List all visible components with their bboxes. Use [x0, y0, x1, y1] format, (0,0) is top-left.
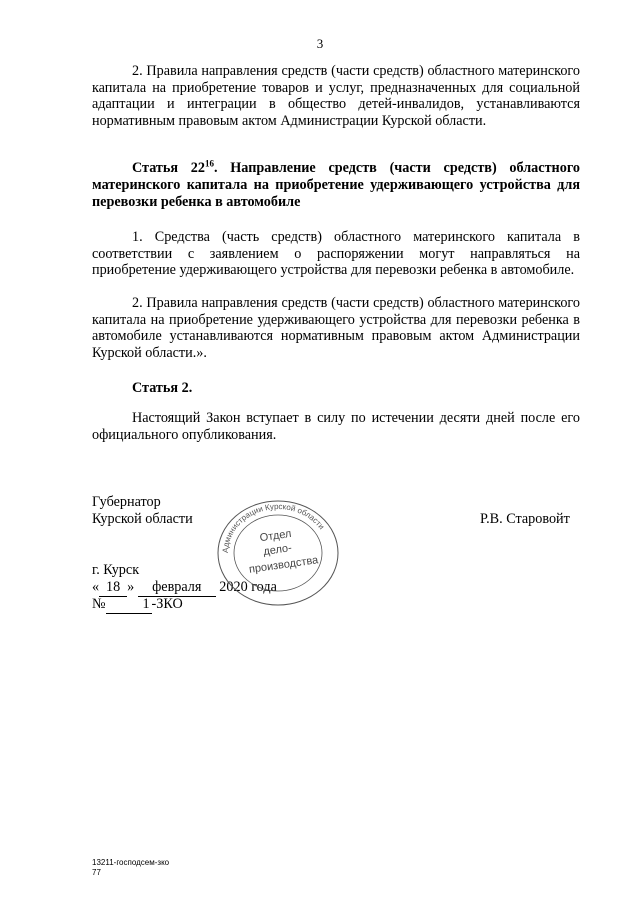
- footer-line-2: 77: [92, 868, 101, 877]
- signer-position-line-2: Курской области: [92, 510, 193, 527]
- stamp-ring-text: Администрации Курской области: [220, 501, 327, 554]
- stamp-center-line-1: Отдел: [258, 527, 293, 545]
- number-prefix: №: [92, 596, 106, 612]
- date-quote-open: «: [92, 579, 100, 595]
- article-22-16-paragraph-1: 1. Средства (часть средств) областного материнского капитала в соответствии с заявлением о распоряжении могут направляться на приобретение удерживающего устройства для перевозки ребенка в автомобиле.: [92, 229, 580, 278]
- date-month: февраля: [138, 579, 216, 597]
- signing-city: г. Курск: [92, 562, 140, 578]
- paragraph-2-top: 2. Правила направления средств (части средств) областного материнского капитала на приобретение товаров и услуг, предназначенных для социальной адаптации и интеграции в общество детей-инвалидов, устанавливаются нормативным правовым актом Администрации Курской области.: [92, 63, 580, 129]
- signer-name: Р.В. Старовойт: [480, 511, 570, 527]
- number-value: 1: [106, 596, 152, 614]
- official-stamp: [214, 497, 342, 609]
- stamp-center-line-2: дело-: [262, 542, 293, 558]
- number-suffix: -ЗКО: [151, 596, 183, 612]
- date-quote-close: »: [127, 579, 135, 595]
- article-22-16-title: . Направление средств (части средств) областного материнского капитала на приобретение удерживающего устройства для перевозки ребенка в автомобиле: [92, 160, 580, 210]
- article-22-16-heading: [92, 160, 580, 210]
- article-22-16-superscript: 16: [204, 158, 214, 169]
- footer-line-1: 13211-господсем-зко: [92, 858, 170, 867]
- page-number: 3: [316, 36, 324, 51]
- article-22-16-prefix: Статья 22: [132, 160, 205, 176]
- stamp-center-line-3: производства: [248, 554, 319, 576]
- signer-position-line-1: Губернатор: [92, 494, 161, 510]
- article-2-title: Статья 2.: [132, 380, 193, 396]
- signer-position: [92, 494, 193, 527]
- date-day: 18: [99, 579, 127, 597]
- footer-code: [92, 858, 169, 878]
- article-22-16-paragraph-2: 2. Правила направления средств (части средств) областного материнского капитала на приобретение удерживающего устройства для перевозки ребенка в автомобиле устанавливаются нормативным правовым актом Администрации Курской области.».: [92, 295, 580, 361]
- article-2-text: Настоящий Закон вступает в силу по истечении десяти дней после его официального опубликования.: [92, 410, 580, 443]
- document-number: [92, 596, 183, 614]
- date-year: 2020 года: [219, 579, 277, 595]
